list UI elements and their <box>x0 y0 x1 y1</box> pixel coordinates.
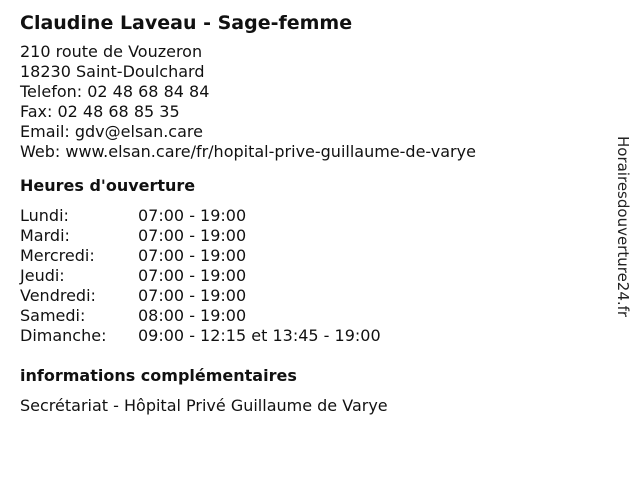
hours-time: 07:00 - 19:00 <box>138 286 247 305</box>
hours-row-jeudi <box>20 266 600 286</box>
hours-row-samedi <box>20 306 600 326</box>
hours-row-mardi <box>20 226 600 246</box>
email-address: Email: gdv@elsan.care <box>20 122 203 141</box>
hours-time: 07:00 - 19:00 <box>138 206 247 225</box>
hours-table <box>20 206 600 346</box>
hours-heading: Heures d'ouverture <box>20 176 196 195</box>
hours-day: Dimanche: <box>20 326 107 345</box>
hours-time: 09:00 - 12:15 et 13:45 - 19:00 <box>138 326 381 345</box>
hours-row-dimanche <box>20 326 600 346</box>
contact-block <box>20 42 600 162</box>
info-text: Secrétariat - Hôpital Privé Guillaume de Varye <box>20 396 388 415</box>
hours-time: 07:00 - 19:00 <box>138 226 247 245</box>
info-heading: informations complémentaires <box>20 366 297 385</box>
hours-row-lundi <box>20 206 600 226</box>
address-city: 18230 Saint-Doulchard <box>20 62 205 81</box>
hours-day: Lundi: <box>20 206 69 225</box>
hours-day: Mardi: <box>20 226 70 245</box>
hours-day: Mercredi: <box>20 246 95 265</box>
watermark-text: Horairesdouverture24.fr <box>614 136 632 318</box>
site-watermark <box>614 136 634 346</box>
page-title: Claudine Laveau - Sage-femme <box>20 12 353 34</box>
fax-number: Fax: 02 48 68 85 35 <box>20 102 180 121</box>
hours-day: Jeudi: <box>20 266 65 285</box>
hours-row-vendredi <box>20 286 600 306</box>
hours-day: Samedi: <box>20 306 86 325</box>
hours-day: Vendredi: <box>20 286 96 305</box>
hours-row-mercredi <box>20 246 600 266</box>
address-street: 210 route de Vouzeron <box>20 42 203 61</box>
hours-time: 07:00 - 19:00 <box>138 246 247 265</box>
website-link: Web: www.elsan.care/fr/hopital-prive-guillaume-de-varye <box>20 142 476 161</box>
hours-time: 08:00 - 19:00 <box>138 306 247 325</box>
hours-time: 07:00 - 19:00 <box>138 266 247 285</box>
phone-number: Telefon: 02 48 68 84 84 <box>20 82 210 101</box>
business-card <box>20 10 600 416</box>
